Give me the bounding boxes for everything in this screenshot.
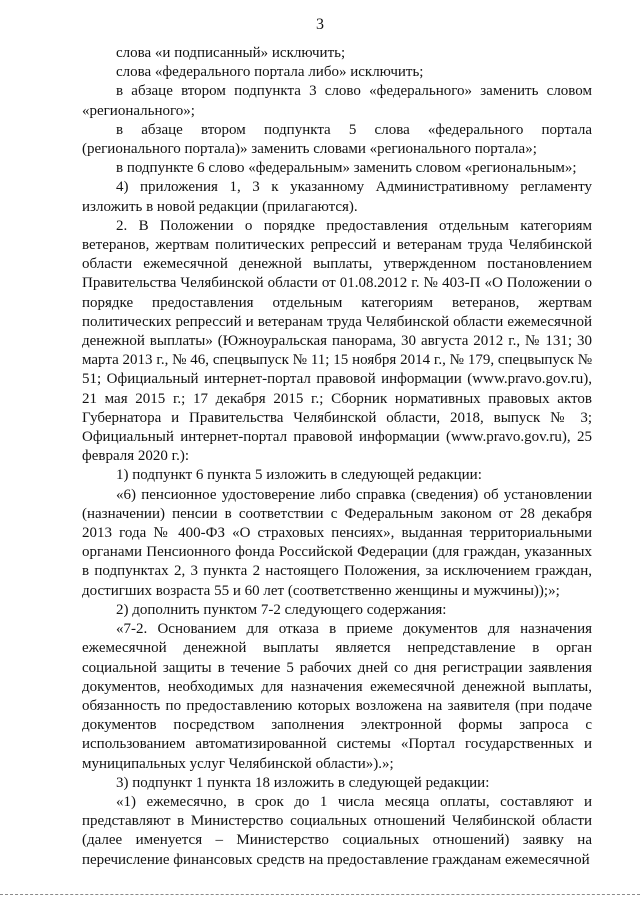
- page-number: 3: [316, 16, 324, 33]
- paragraph: в подпункте 6 слово «федеральным» заменить словом «региональным»;: [116, 160, 577, 177]
- scan-edge-line: [0, 894, 640, 895]
- paragraph: слова «и подписанный» исключить;: [116, 45, 346, 61]
- paragraph: «7-2. Основанием для отказа в приеме документов для назначения ежемесячной денежной выплаты является непредставление в орган социальной защиты в течение 5 рабочих дней со дня регистрации заявления документов, необходимых для назначения ежемесячной денежной выплаты, обязанность по предоставлению которых возложена на заявителя (при подаче документов посредством заполнения электронной формы запроса с использованием автоматизированной системы «Портал государственных и муниципальных услуг Челябинской области»).»;: [82, 621, 592, 772]
- paragraph: 4) приложения 1, 3 к указанному Административному регламенту изложить в новой редакции (прилагаются).: [82, 179, 592, 215]
- document-body: [82, 44, 592, 870]
- paragraph: в абзаце втором подпункта 5 слова «федерального портала (регионального портала)» заменить словами «регионального портала»;: [82, 121, 592, 158]
- paragraph: в абзаце втором подпункта 3 слово «федерального» заменить словом «регионального»;: [82, 83, 592, 119]
- paragraph: 3) подпункт 1 пункта 18 изложить в следующей редакции:: [116, 774, 490, 791]
- paragraph: 2) дополнить пунктом 7-2 следующего содержания:: [116, 601, 447, 618]
- paragraph: 1) подпункт 6 пункта 5 изложить в следующей редакции:: [116, 467, 482, 484]
- paragraph: «1) ежемесячно, в срок до 1 числа месяца оплаты, составляют и представляют в Министерство социальных отношений Челябинской области (далее именуется – Министерство социальных отношений) заявку на перечисление финансовых средств на предоставление гражданам ежемесячной: [82, 793, 592, 868]
- paragraph: «6) пенсионное удостоверение либо справка (сведения) об установлении (назначении) пенсии в соответствии с Федеральным законом от 28 декабря 2013 года № 400-ФЗ «О страховых пенсиях», выданная территориальными органами Пенсионного фонда Российской Федерации (для граждан, указанных в подпунктах 2, 3 пункта 2 настоящего Положения, за исключением граждан, достигших возраста 55 и 60 лет (соответственно женщины и мужчины));»;: [82, 486, 592, 599]
- paragraph: 2. В Положении о порядке предоставления отдельным категориям ветеранов, жертвам политических репрессий и ветеранам труда Челябинской области ежемесячной денежной выплаты, утвержденном постановлением Правительства Челябинской области от 01.08.2012 г. № 403-П «О Положении о порядке предоставления отдельным категориям ветеранов, жертвам политических репрессий и ветеранам труда Челябинской области ежемесячной денежной выплаты» (Южноуральская панорама, 30 августа 2012 г., № 131; 30 марта 2013 г., № 46, спецвыпуск № 11; 15 ноября 2014 г., № 179, спецвыпуск № 51; Официальный интернет-портал правовой информации (www.pravo.gov.ru), 21 мая 2015 г.; 17 декабря 2015 г.; Сборник нормативных правовых актов Губернатора и Правительства Челябинской области, 2018, выпуск № 3; Официальный интернет-портал правовой информации (www.pravo.gov.ru), 25 февраля 2020 г.):: [82, 217, 592, 465]
- paragraph: слова «федерального портала либо» исключить;: [116, 64, 424, 81]
